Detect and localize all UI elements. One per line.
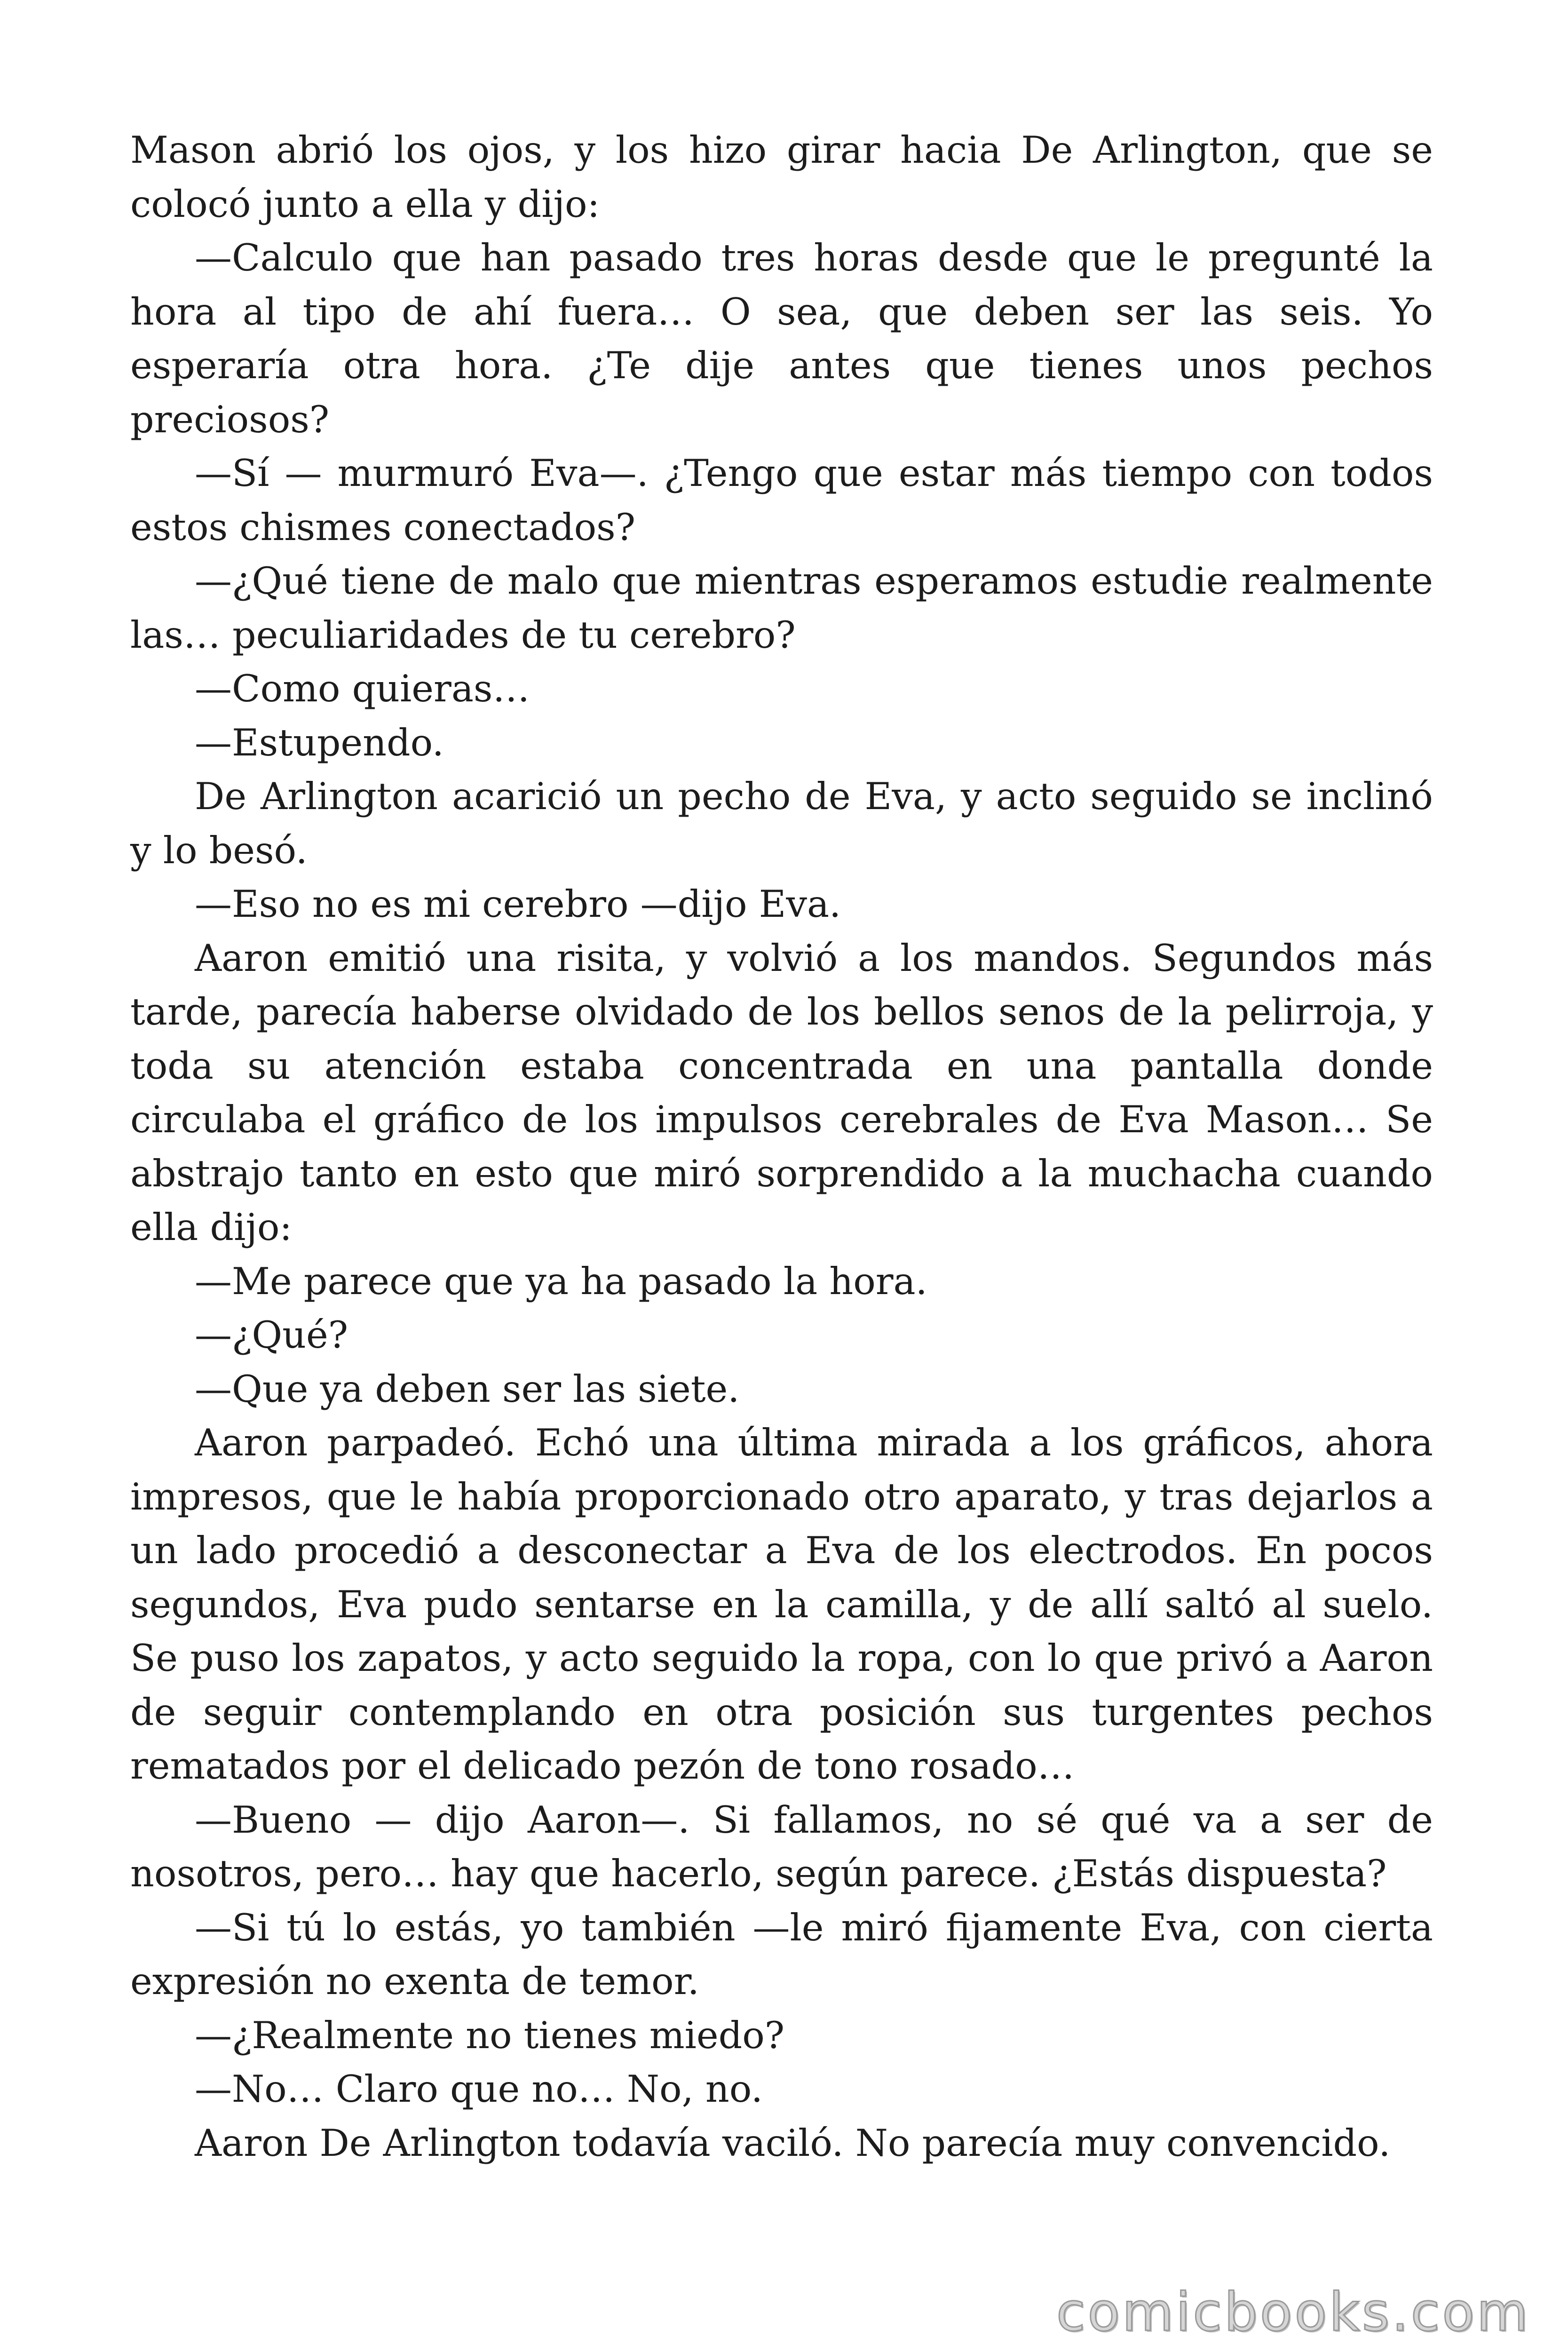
paragraph: Aaron parpadeó. Echó una última mirada a los gráficos, ahora impresos, que le había proporcionado otro aparato, y tras dejarlos a un lado procedió a desconectar a Eva de los electrodos. En pocos segundos, Eva pudo sentarse en la camilla, y de allí saltó al suelo. Se puso los zapatos, y acto seguido la ropa, con lo que privó a Aaron de seguir contemplando en otra posición sus turgentes pechos rematados por el delicado pezón de tono rosado… (130, 1421, 1433, 1788)
paragraph: Mason abrió los ojos, y los hizo girar hacia De Arlington, que se colocó junto a ella y dijo: (130, 128, 1433, 226)
paragraph: —Calculo que han pasado tres horas desde que le pregunté la hora al tipo de ahí fuera… O sea, que deben ser las seis. Yo esperaría otra hora. ¿Te dije antes que tienes unos pechos preciosos? (130, 236, 1433, 441)
watermark: comicbooks.com (1056, 2282, 1530, 2343)
paragraph: —Si tú lo estás, yo también —le miró fijamente Eva, con cierta expresión no exenta de temor. (130, 1906, 1433, 2003)
paragraph: —Bueno — dijo Aaron—. Si fallamos, no sé qué va a ser de nosotros, pero… hay que hacerlo, según parece. ¿Estás dispuesta? (130, 1798, 1433, 1895)
paragraph: —¿Qué tiene de malo que mientras esperamos estudie realmente las… peculiaridades de tu cerebro? (130, 559, 1433, 657)
paragraph: —Sí — murmuró Eva—. ¿Tengo que estar más tiempo con todos estos chismes conectados? (130, 452, 1433, 549)
paragraph: —Eso no es mi cerebro —dijo Eva. (195, 882, 841, 926)
paragraph: Aaron De Arlington todavía vaciló. No parecía muy convencido. (195, 2121, 1391, 2165)
paragraph: —Que ya deben ser las siete. (195, 1367, 740, 1411)
page-body (130, 123, 1433, 2170)
paragraph: De Arlington acarició un pecho de Eva, y acto seguido se inclinó y lo besó. (130, 775, 1433, 872)
paragraph: —¿Qué? (195, 1313, 348, 1357)
paragraph: —Estupendo. (195, 721, 444, 764)
paragraph: —Como quieras… (195, 667, 530, 710)
paragraph: —¿Realmente no tienes miedo? (195, 2013, 785, 2057)
paragraph: Aaron emitió una risita, y volvió a los mandos. Segundos más tarde, parecía haberse olvidado de los bellos senos de la pelirroja, y toda su atención estaba concentrada en una pantalla donde circulaba el gráfico de los impulsos cerebrales de Eva Mason… Se abstrajo tanto en esto que miró sorprendido a la muchacha cuando ella dijo: (130, 936, 1433, 1249)
paragraph: —Me parece que ya ha pasado la hora. (195, 1259, 927, 1303)
paragraph: —No… Claro que no… No, no. (195, 2067, 763, 2111)
